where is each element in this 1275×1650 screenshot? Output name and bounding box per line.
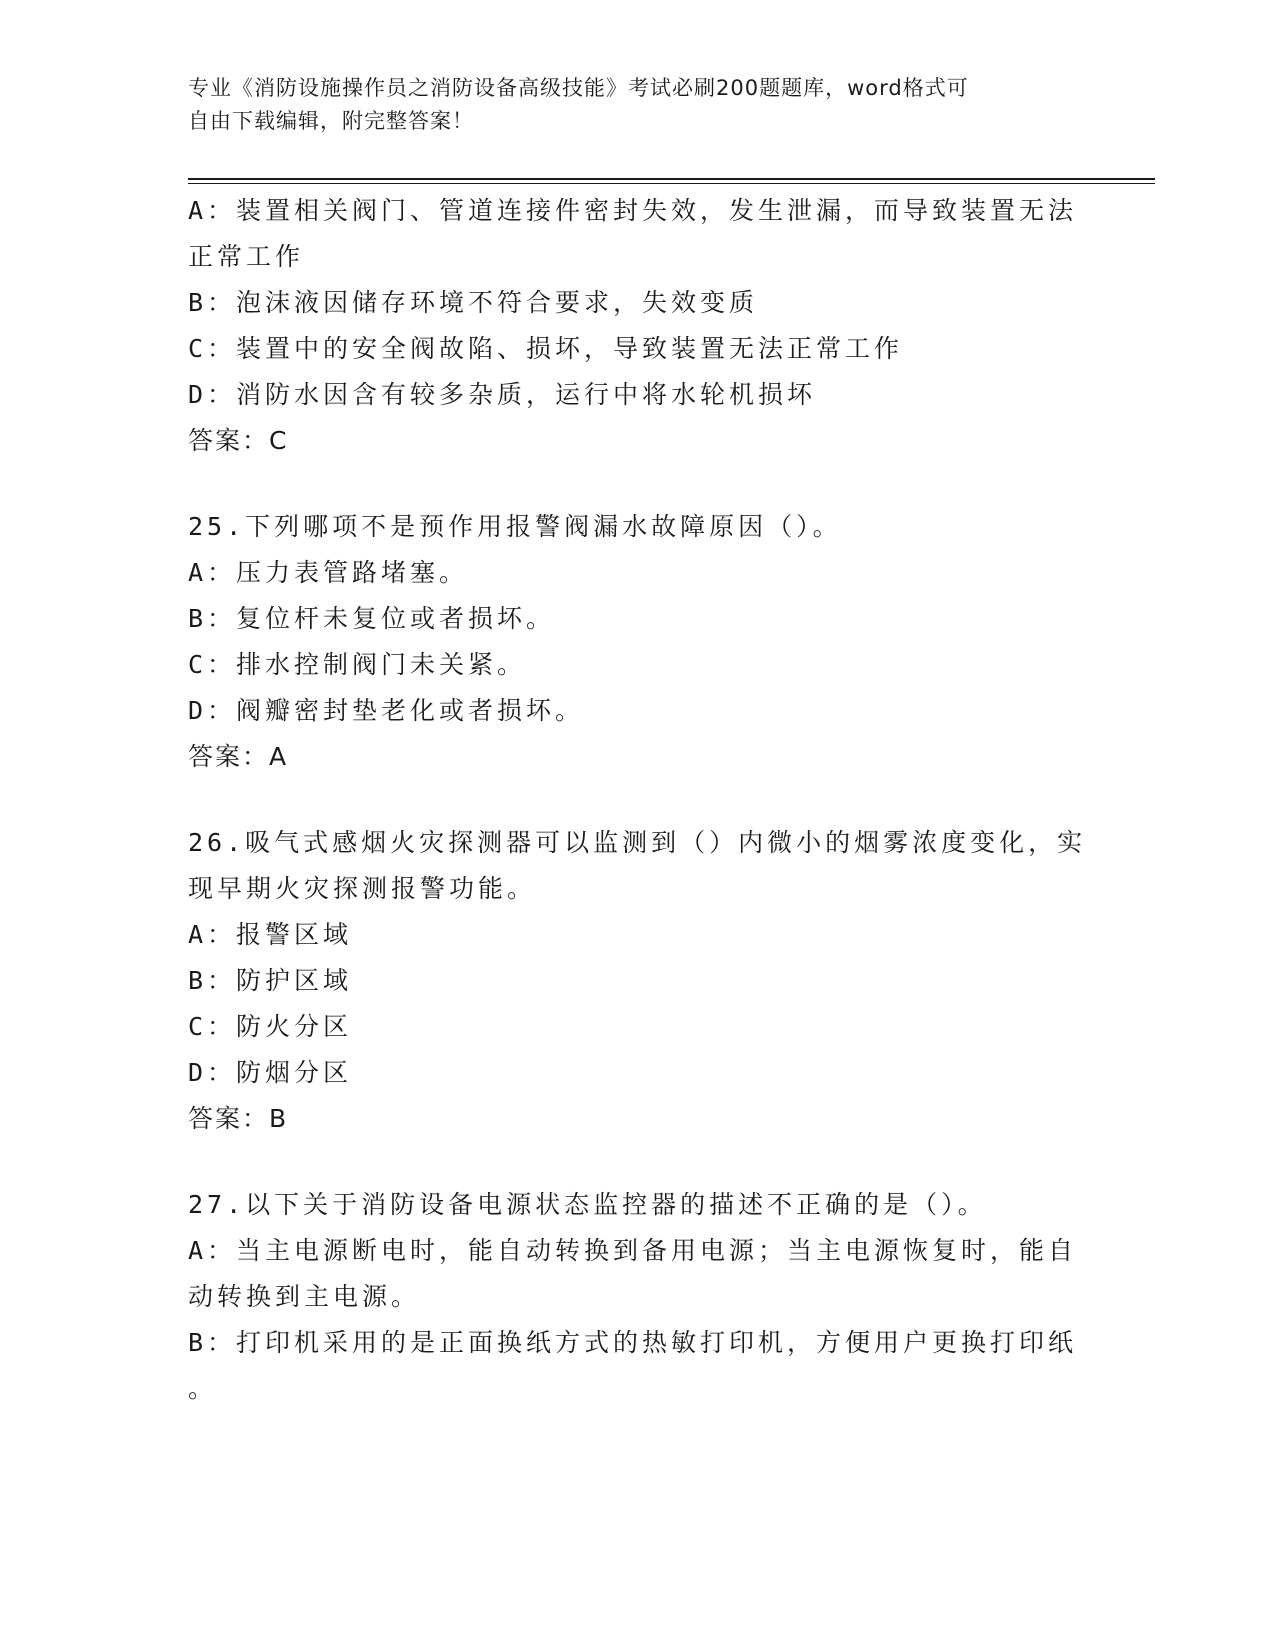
question-block	[188, 1182, 1088, 1412]
question-block	[188, 820, 1088, 1142]
option-b: B：复位杆未复位或者损坏。	[188, 604, 556, 633]
option-d: D：阀瓣密封垫老化或者损坏。	[188, 696, 585, 725]
question-block	[188, 504, 1088, 780]
header-divider-thin	[188, 183, 1155, 184]
option-c: C：装置中的安全阀故陷、损坏，导致装置无法正常工作	[188, 334, 904, 363]
option-a: A：当主电源断电时，能自动转换到备用电源；当主电源恢复时，能自	[188, 1236, 1078, 1265]
question-stem: 25.下列哪项不是预作用报警阀漏水故障原因（）。	[188, 512, 842, 541]
question-line: 正常工作	[188, 242, 305, 271]
option-a: A：报警区域	[188, 920, 353, 949]
question-stem: 27.以下关于消防设备电源状态监控器的描述不正确的是（）。	[188, 1190, 987, 1219]
option-b: B：防护区域	[188, 966, 353, 995]
question-stem: 26.吸气式感烟火灾探测器可以监测到（）内微小的烟雾浓度变化，实	[188, 828, 1087, 857]
option-d: D：消防水因含有较多杂质，运行中将水轮机损坏	[188, 380, 817, 409]
option-b: B：打印机采用的是正面换纸方式的热敏打印机，方便用户更换打印纸	[188, 1328, 1078, 1357]
answer-line: 答案：B	[188, 1104, 289, 1133]
header-divider-thick	[188, 178, 1155, 180]
option-b: 。	[188, 1374, 218, 1403]
header-line-1: 专业《消防设施操作员之消防设备高级技能》考试必刷200题题库，word格式可	[188, 76, 969, 100]
question-block	[188, 188, 1088, 464]
option-a: A：压力表管路堵塞。	[188, 558, 469, 587]
question-list	[188, 188, 1088, 1412]
option-b: B：泡沫液因储存环境不符合要求，失效变质	[188, 288, 759, 317]
answer-line: 答案：A	[188, 742, 289, 771]
option-d: D：防烟分区	[188, 1058, 353, 1087]
option-c: C：排水控制阀门未关紧。	[188, 650, 527, 679]
option-a: 动转换到主电源。	[188, 1282, 421, 1311]
question-line: A：装置相关阀门、管道连接件密封失效，发生泄漏，而导致装置无法	[188, 196, 1078, 225]
document-header	[188, 72, 1088, 138]
header-line-2: 自由下载编辑，附完整答案！	[188, 109, 474, 133]
question-stem: 现早期火灾探测报警功能。	[188, 874, 537, 903]
answer-line: 答案：C	[188, 426, 289, 455]
option-c: C：防火分区	[188, 1012, 353, 1041]
